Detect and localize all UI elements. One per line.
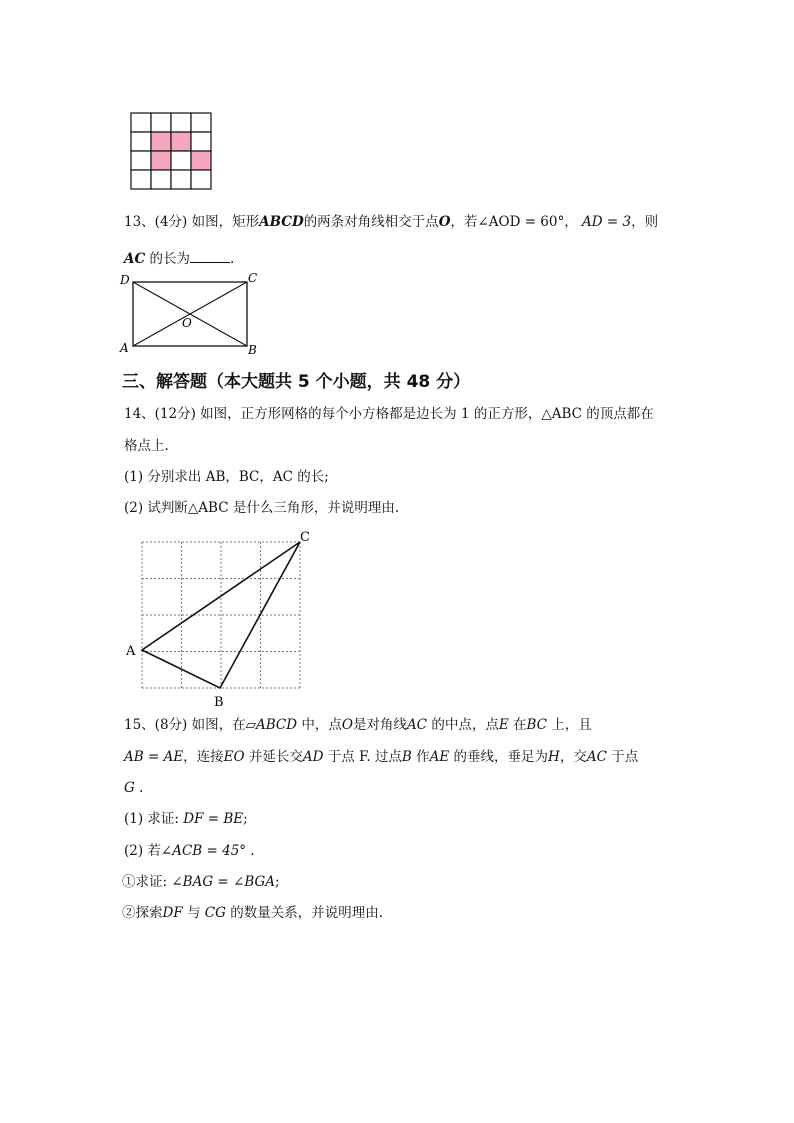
q15-l1c: 是对角线 xyxy=(352,717,407,733)
q13-period: . xyxy=(230,251,235,267)
label-d: D xyxy=(120,273,130,287)
tri-label-a: A xyxy=(126,644,136,659)
grid-cell xyxy=(191,113,211,132)
q15-s1a: ①求证: xyxy=(122,874,168,890)
grid-cell xyxy=(191,132,211,151)
grid-cell xyxy=(171,170,191,189)
q14-part1: (1) 分别求出 AB，BC，AC 的长; xyxy=(124,469,329,485)
q13-prefix: 13、(4分) 如图，矩形 xyxy=(124,214,260,230)
q15-l2g: ，交 xyxy=(559,749,587,765)
grid-cell xyxy=(131,151,151,170)
q15-l1b: 中，点 xyxy=(301,717,342,733)
q15-line2 xyxy=(124,747,638,767)
q13-ac: AC xyxy=(124,251,146,267)
q15-ad: AD xyxy=(302,749,324,765)
q13-point-o: O xyxy=(438,214,451,230)
q13-end: ，则 xyxy=(631,214,659,230)
q13-line2 xyxy=(124,248,234,269)
q15-df: DF xyxy=(162,905,183,921)
parallelogram-icon: ▱ xyxy=(245,717,256,733)
grid-cell xyxy=(191,170,211,189)
shaded-cell xyxy=(191,151,211,170)
grid-cell xyxy=(151,113,171,132)
q15-p2a: (2) 若 xyxy=(124,843,161,859)
q15-s2c: 与 xyxy=(187,905,201,921)
q15-l2c: 并延长交 xyxy=(248,749,303,765)
grid-cell xyxy=(131,113,151,132)
q13-ad-eq: AD = 3 xyxy=(582,214,632,230)
q15-part1 xyxy=(124,809,248,829)
q15-p1c: ; xyxy=(243,811,248,827)
q13-line1 xyxy=(124,212,658,232)
q15-angle-acb: ∠ACB = 45° xyxy=(160,843,247,859)
shaded-grid-figure xyxy=(130,112,214,190)
grid-cell xyxy=(151,170,171,189)
q15-cg: CG xyxy=(204,905,226,921)
q15-sub1 xyxy=(122,872,280,892)
q15-ac-2: AC xyxy=(586,749,607,765)
label-o: O xyxy=(182,316,192,330)
q14-line2: 格点上. xyxy=(124,438,169,454)
q15-l2h2: 于点 xyxy=(611,749,639,765)
q15-sub2 xyxy=(122,903,383,923)
q15-line3: G . xyxy=(124,780,144,796)
q15-s1c: ; xyxy=(275,874,280,890)
shaded-cell xyxy=(151,151,171,170)
q15-l1g: 上，且 xyxy=(551,717,592,733)
q15-b: B xyxy=(401,749,412,765)
q13-mid: 的两条对角线相交于点 xyxy=(303,214,439,230)
rectangle-abcd-figure xyxy=(116,270,266,358)
q15-part2 xyxy=(124,841,255,861)
label-b: B xyxy=(248,343,257,357)
q15-e: E xyxy=(498,717,509,733)
q15-angle-eq: ∠BAG = ∠BGA xyxy=(171,874,276,890)
grid-cell xyxy=(131,170,151,189)
tri-label-c: C xyxy=(300,530,310,545)
q15-p2c: . xyxy=(250,843,255,859)
q15-l1f: 在 xyxy=(512,717,527,733)
q15-eo: EO xyxy=(223,749,245,765)
q15-abcd: ABCD xyxy=(255,717,298,733)
q13-line2-text: 的长为 xyxy=(149,251,191,267)
q15-o: O xyxy=(341,717,353,733)
q15-line1 xyxy=(124,715,592,735)
q13-abcd: ABCD xyxy=(259,214,304,230)
grid-cell xyxy=(171,113,191,132)
q14-part2: (2) 试判断△ABC 是什么三角形，并说明理由. xyxy=(124,500,400,516)
label-c: C xyxy=(248,271,258,285)
q15-s2a: ②探索 xyxy=(122,905,163,921)
label-a: A xyxy=(120,341,129,355)
q15-l1d: 的中点，点 xyxy=(431,717,499,733)
q15-l1a: 15、(8分) 如图，在 xyxy=(124,717,246,733)
q15-ab-ae: AB = AE xyxy=(124,749,184,765)
shaded-cell xyxy=(171,132,191,151)
q15-l2b: ，连接 xyxy=(183,749,224,765)
triangle-grid-figure xyxy=(124,528,320,710)
tri-label-b: B xyxy=(214,695,224,710)
q15-s2e: 的数量关系，并说明理由. xyxy=(230,905,384,921)
q15-l2d: 于点 F. 过点 xyxy=(327,749,402,765)
shaded-cell xyxy=(151,132,171,151)
q15-l2f: 的垂线，垂足为 xyxy=(453,749,549,765)
q15-h: H xyxy=(548,749,560,765)
q15-l2e: 作 xyxy=(416,749,430,765)
q14-line1: 14、(12分) 如图，正方形网格的每个小方格都是边长为 1 的正方形，△ABC 的顶点都在 xyxy=(124,406,654,422)
grid-cell xyxy=(131,132,151,151)
section-3-title: 三、解答题（本大题共 5 个小题，共 48 分） xyxy=(122,372,471,392)
q15-p1a: (1) 求证: xyxy=(124,811,179,827)
q15-bc: BC xyxy=(526,717,547,733)
q13-answer-blank xyxy=(190,248,230,263)
q15-ac: AC xyxy=(406,717,428,733)
grid-cell xyxy=(171,151,191,170)
q13-angle: ，若∠AOD = 60°， xyxy=(450,214,578,230)
q15-df-be: DF = BE xyxy=(183,811,244,827)
q15-ae: AE xyxy=(429,749,450,765)
